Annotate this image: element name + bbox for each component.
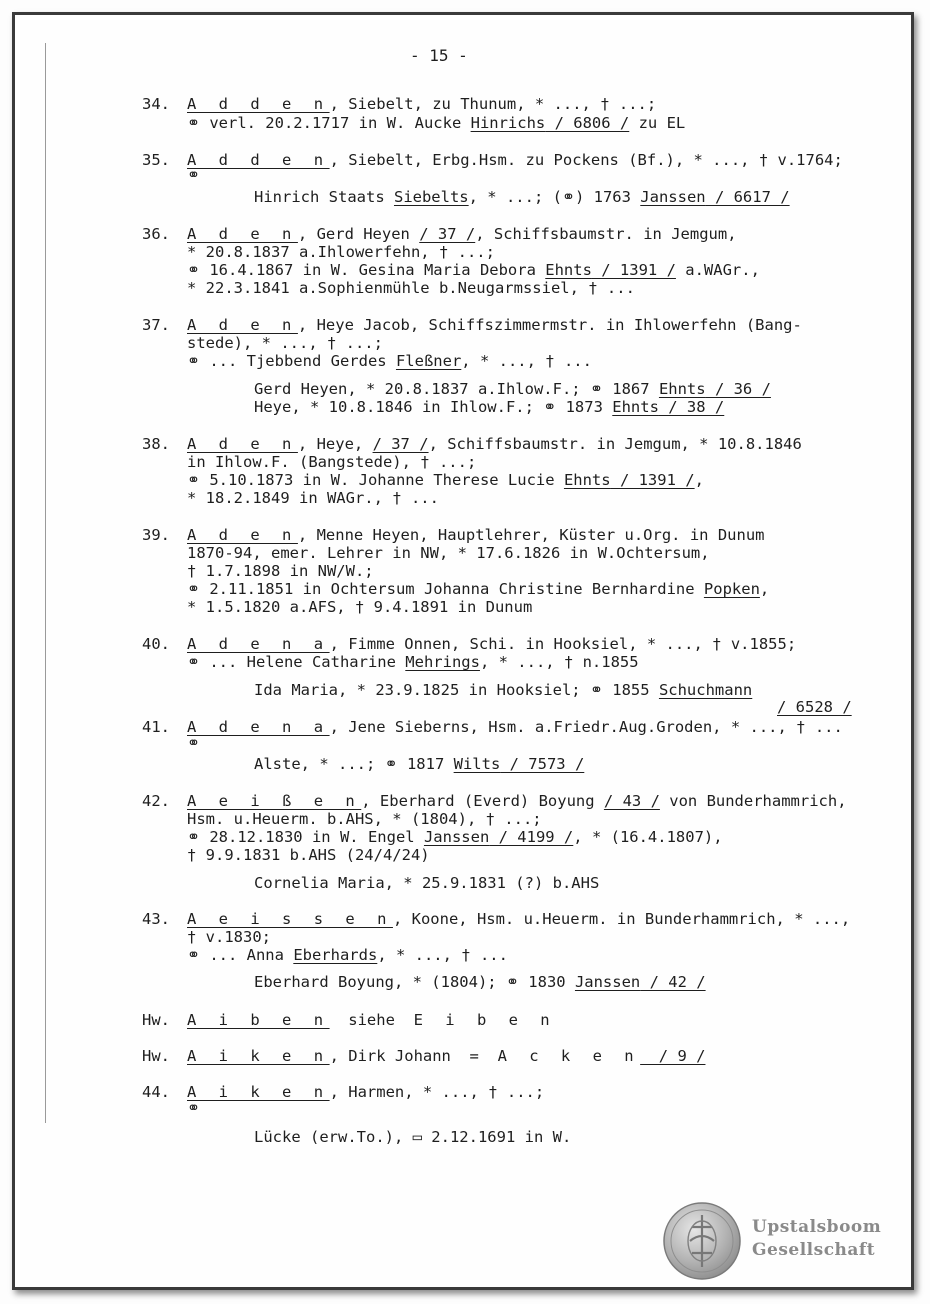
entry-39-line-1: 39. A d e n, Menne Heyen, Hauptlehrer, Küster u.Org. in Dunum [142,526,765,544]
entry-42-line-5: Cornelia Maria, * 25.9.1831 (?) b.AHS [254,874,600,892]
entry-40-line-3: Ida Maria, * 23.9.1825 in Hooksiel; ⚭ 1855 Schuchmann [254,681,753,699]
hw-aiken-line: Hw. A i k e n, Dirk Johann = A c k e n / 9 / [142,1047,706,1065]
seal-logo-icon [662,1201,742,1281]
entry-37-line-2: stede), * ..., † ...; [187,334,383,352]
entry-37-line-1: 37. A d e n, Heye Jacob, Schiffszimmermstr. in Ihlowerfehn (Bang- [142,316,802,334]
surname: A d e n a [187,718,330,736]
entry-38-line-4: * 18.2.1849 in WAGr., † ... [187,489,439,507]
entry-34-line-2: ⚭ verl. 20.2.1717 in W. Aucke Hinrichs / 6806 / zu EL [187,114,686,132]
surname: A d e n [187,225,298,243]
surname: A i k e n [187,1047,330,1065]
entry-43-line-2: † v.1830; [187,928,271,946]
entry-35-line-2: ⚭ [187,166,200,184]
entry-37-line-5: Heye, * 10.8.1846 in Ihlow.F.; ⚭ 1873 Ehnts / 38 / [254,398,725,416]
entry-39-line-5: * 1.5.1820 a.AFS, † 9.4.1891 in Dunum [187,598,533,616]
entry-36-line-4: * 22.3.1841 a.Sophienmühle b.Neugarmssiel, † ... [187,279,635,297]
entry-38-line-2: in Ihlow.F. (Bangstede), † ...; [187,453,477,471]
entry-34-line-1: 34. A d d e n, Siebelt, zu Thunum, * ..., † ...; [142,95,657,113]
entry-41-line-1: 41. A d e n a, Jene Sieberns, Hsm. a.Friedr.Aug.Groden, * ..., † ... [142,718,843,736]
entry-40-line-4: / 6528 / [777,698,852,716]
entry-37-line-4: Gerd Heyen, * 20.8.1837 a.Ihlow.F.; ⚭ 1867 Ehnts / 36 / [254,380,771,398]
surname: A d e n a [187,635,330,653]
society-logo-text [752,1216,881,1262]
entry-39-line-4: ⚭ 2.11.1851 in Ochtersum Johanna Christine Bernhardine Popken, [187,580,770,598]
entry-41-line-3: Alste, * ...; ⚭ 1817 Wilts / 7573 / [254,755,585,773]
entry-39-line-3: † 1.7.1898 in NW/W.; [187,562,374,580]
surname: A i b e n [187,1011,330,1029]
entry-44-line-1: 44. A i k e n, Harmen, * ..., † ...; [142,1083,545,1101]
entry-40-line-1: 40. A d e n a, Fimme Onnen, Schi. in Hooksiel, * ..., † v.1855; [142,635,797,653]
surname: A d d e n [187,151,330,169]
logo-line-2: Gesellschaft [752,1240,876,1260]
entry-35-line-1: 35. A d d e n, Siebelt, Erbg.Hsm. zu Pockens (Bf.), * ..., † v.1764; [142,151,843,169]
entry-36-line-3: ⚭ 16.4.1867 in W. Gesina Maria Debora Ehnts / 1391 / a.WAGr., [187,261,760,279]
entry-42-line-1: 42. A e i ß e n, Eberhard (Everd) Boyung / 43 / von Bunderhammrich, [142,792,847,810]
surname: A d e n [187,316,298,334]
hw-aiben-line: Hw. A i b e n siehe E i b e n [142,1011,557,1029]
entry-35-line-3: Hinrich Staats Siebelts, * ...; (⚭) 1763 Janssen / 6617 / [254,188,790,206]
entry-43-line-4: Eberhard Boyung, * (1804); ⚭ 1830 Janssen / 42 / [254,973,706,991]
entry-42-line-4: † 9.9.1831 b.AHS (24/4/24) [187,846,430,864]
surname: A d d e n [187,95,330,113]
entry-43-line-1: 43. A e i s s e n, Koone, Hsm. u.Heuerm. in Bunderhammrich, * ..., [142,910,851,928]
entry-36-line-2: * 20.8.1837 a.Ihlowerfehn, † ...; [187,243,495,261]
entry-38-line-1: 38. A d e n, Heye, / 37 /, Schiffsbaumstr. in Jemgum, * 10.8.1846 [142,435,802,453]
margin-rule [45,43,46,1123]
surname: A d e n [187,435,298,453]
genealogy-document [142,0,912,1278]
entry-42-line-3: ⚭ 28.12.1830 in W. Engel Janssen / 4199 /, * (16.4.1807), [187,828,723,846]
page-number: - 15 - [410,46,468,65]
entry-44-line-2: ⚭ [187,1099,200,1117]
entry-40-line-2: ⚭ ... Helene Catharine Mehrings, * ..., † n.1855 [187,653,639,671]
surname: A i k e n [187,1083,330,1101]
entry-43-line-3: ⚭ ... Anna Eberhards, * ..., † ... [187,946,508,964]
entry-42-line-2: Hsm. u.Heuerm. b.AHS, * (1804), † ...; [187,810,542,828]
entry-36-line-1: 36. A d e n, Gerd Heyen / 37 /, Schiffsbaumstr. in Jemgum, [142,225,737,243]
surname: A e i s s e n [187,910,393,928]
surname: A e i ß e n [187,792,362,810]
entry-38-line-3: ⚭ 5.10.1873 in W. Johanne Therese Lucie Ehnts / 1391 /, [187,471,704,489]
logo-line-1: Upstalsboom [752,1217,882,1237]
entry-44-line-3: Lücke (erw.To.), ▭ 2.12.1691 in W. [254,1128,572,1146]
entry-39-line-2: 1870-94, emer. Lehrer in NW, * 17.6.1826 in W.Ochtersum, [187,544,710,562]
entry-37-line-3: ⚭ ... Tjebbend Gerdes Fleßner, * ..., † ... [187,352,592,370]
surname: A d e n [187,526,298,544]
entry-41-line-2: ⚭ [187,734,200,752]
